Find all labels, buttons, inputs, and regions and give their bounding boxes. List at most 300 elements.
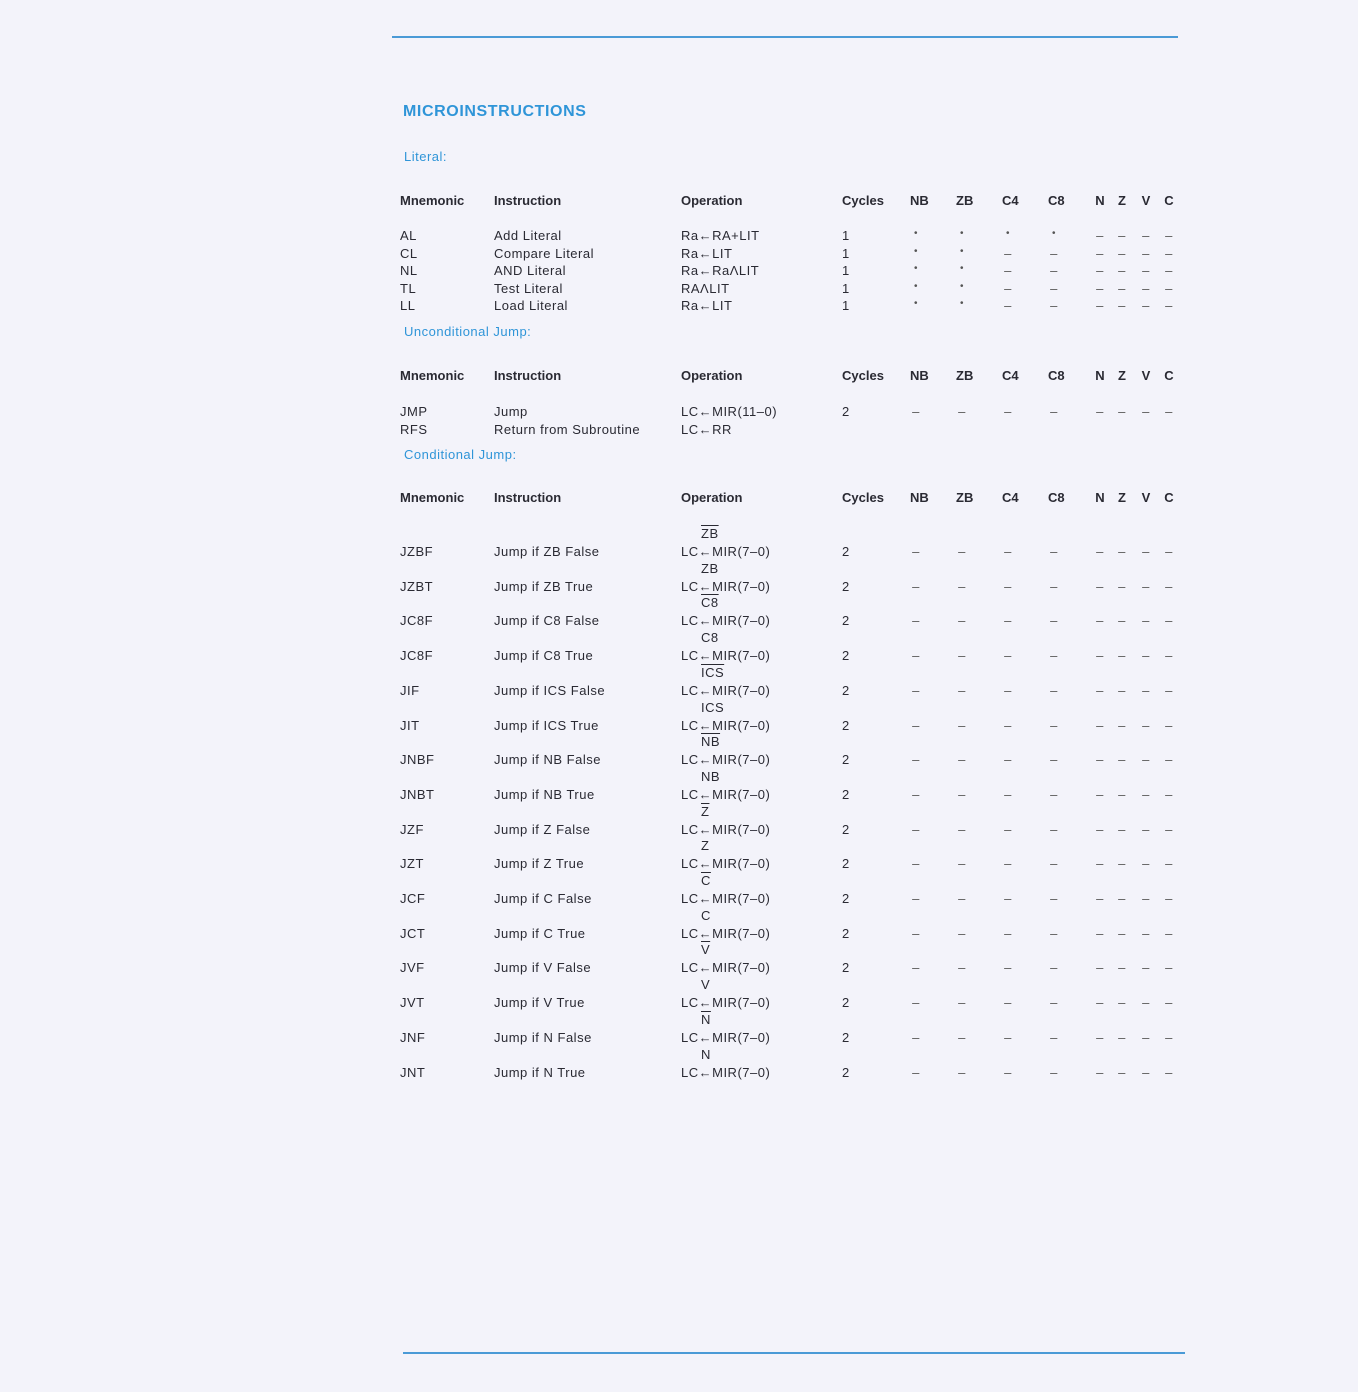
mnemonic-cell: JZBT bbox=[400, 578, 434, 594]
flag-cell: – bbox=[1165, 1029, 1173, 1045]
flag-cell: – bbox=[1004, 1064, 1012, 1080]
flag-cell: – bbox=[1142, 578, 1150, 594]
flag-cell: – bbox=[1118, 891, 1126, 906]
flag-cell: – bbox=[1096, 891, 1104, 906]
flag-cell: – bbox=[958, 404, 966, 419]
flag-cell: – bbox=[1096, 648, 1104, 664]
flag-cell: – bbox=[1050, 298, 1058, 314]
cycles-cell: 2 bbox=[842, 925, 850, 941]
flag-cell: • bbox=[959, 263, 964, 275]
flag-cell: – bbox=[1004, 245, 1012, 261]
flag-cell: – bbox=[1165, 821, 1173, 837]
flag-cell: – bbox=[912, 578, 920, 594]
instruction-cell: Jump if C8 False bbox=[494, 613, 600, 629]
flag-cell: – bbox=[1004, 648, 1012, 664]
mnemonic-cell: JVT bbox=[400, 995, 425, 1011]
condition-label: ICS bbox=[701, 699, 725, 715]
header-flag-c8: C8 bbox=[1048, 490, 1065, 505]
flag-cell: – bbox=[958, 717, 966, 733]
cycles-cell: 2 bbox=[842, 995, 850, 1011]
instruction-cell: Jump if V False bbox=[494, 960, 592, 976]
table-row bbox=[0, 822, 1358, 840]
flag-cell: • bbox=[1005, 228, 1010, 239]
table-row bbox=[0, 246, 1358, 264]
flag-cell: – bbox=[1050, 544, 1058, 559]
mnemonic-cell: JCT bbox=[400, 925, 426, 941]
flag-cell: – bbox=[1096, 960, 1104, 976]
flag-cell: – bbox=[1165, 648, 1173, 664]
header-cycles: Cycles bbox=[842, 193, 884, 208]
flag-cell: – bbox=[912, 404, 920, 419]
flag-cell: – bbox=[1004, 1029, 1012, 1045]
flag-cell: – bbox=[1142, 613, 1150, 629]
flag-cell: – bbox=[1165, 578, 1173, 594]
flag-cell: – bbox=[1142, 891, 1150, 906]
instruction-cell: Compare Literal bbox=[494, 245, 594, 261]
flag-cell: – bbox=[1142, 925, 1150, 941]
table-row bbox=[0, 960, 1358, 978]
header-flag-n: N bbox=[1095, 490, 1105, 505]
flag-cell: – bbox=[912, 856, 920, 872]
flag-cell: – bbox=[1050, 245, 1058, 261]
operation-cell: LC←MIR(7–0) bbox=[681, 856, 771, 872]
cycles-cell: 2 bbox=[842, 682, 850, 698]
flag-cell: – bbox=[1118, 245, 1126, 261]
instruction-cell: Jump if ICS False bbox=[494, 682, 606, 698]
table-row bbox=[0, 787, 1358, 805]
cycles-cell: 1 bbox=[842, 228, 850, 243]
flag-cell: – bbox=[1050, 1029, 1058, 1045]
mnemonic-cell: JCF bbox=[400, 891, 426, 906]
table-row bbox=[0, 613, 1358, 631]
flag-cell: – bbox=[1142, 1064, 1150, 1080]
instruction-cell: Test Literal bbox=[494, 280, 563, 296]
flag-cell: – bbox=[1142, 821, 1150, 837]
mnemonic-cell: JZBF bbox=[400, 544, 434, 559]
section-heading: Literal: bbox=[404, 149, 448, 164]
instruction-cell: Return from Subroutine bbox=[494, 421, 641, 437]
condition-label: C8 bbox=[701, 595, 719, 611]
instruction-cell: Jump if C8 True bbox=[494, 648, 594, 664]
header-flag-c4: C4 bbox=[1002, 490, 1019, 505]
instruction-cell: Jump if Z False bbox=[494, 821, 591, 837]
flag-cell: – bbox=[1050, 891, 1058, 906]
cycles-cell: 2 bbox=[842, 786, 850, 802]
cycles-cell: 2 bbox=[842, 717, 850, 733]
mnemonic-cell: JC8F bbox=[400, 613, 434, 629]
flag-cell: – bbox=[1050, 404, 1058, 419]
header-instruction: Instruction bbox=[494, 368, 562, 383]
header-flag-n: N bbox=[1095, 368, 1105, 383]
flag-cell: – bbox=[1165, 717, 1173, 733]
table-row bbox=[0, 544, 1358, 562]
operation-cell: LC←MIR(7–0) bbox=[681, 786, 771, 802]
operation-cell: LC←MIR(7–0) bbox=[681, 1064, 771, 1080]
flag-cell: – bbox=[912, 891, 920, 906]
flag-cell: – bbox=[1118, 648, 1126, 664]
flag-cell: – bbox=[1004, 404, 1012, 419]
flag-cell: – bbox=[1050, 263, 1058, 279]
flag-cell: – bbox=[1050, 613, 1058, 629]
flag-cell: – bbox=[1004, 856, 1012, 872]
mnemonic-cell: RFS bbox=[400, 421, 428, 437]
flag-cell: – bbox=[1118, 280, 1126, 296]
header-flag-z: Z bbox=[1118, 490, 1126, 505]
flag-cell: – bbox=[1096, 856, 1104, 872]
table-row bbox=[0, 926, 1358, 944]
operation-cell: LC←MIR(11–0) bbox=[681, 404, 778, 419]
instruction-cell: Jump if ICS True bbox=[494, 717, 599, 733]
operation-cell: LC←MIR(7–0) bbox=[681, 995, 771, 1011]
cycles-cell: 2 bbox=[842, 648, 850, 664]
table-row bbox=[0, 404, 1358, 422]
table-row bbox=[0, 752, 1358, 770]
header-flag-c: C bbox=[1164, 368, 1174, 383]
flag-cell: • bbox=[959, 298, 964, 310]
header-instruction: Instruction bbox=[494, 193, 562, 208]
flag-cell: – bbox=[1165, 925, 1173, 941]
mnemonic-cell: NL bbox=[400, 263, 418, 279]
flag-cell: – bbox=[1142, 1029, 1150, 1045]
flag-cell: – bbox=[1142, 263, 1150, 279]
flag-cell: – bbox=[1096, 280, 1104, 296]
flag-cell: – bbox=[958, 578, 966, 594]
column-header-row bbox=[0, 490, 1358, 508]
header-mnemonic: Mnemonic bbox=[400, 193, 465, 208]
header-operation: Operation bbox=[681, 193, 743, 208]
cycles-cell: 2 bbox=[842, 752, 850, 768]
flag-cell: – bbox=[1165, 544, 1173, 559]
header-flag-c: C bbox=[1164, 490, 1174, 505]
condition-label: N bbox=[701, 1046, 711, 1062]
flag-cell: – bbox=[1050, 821, 1058, 837]
header-operation: Operation bbox=[681, 490, 743, 505]
condition-label: $\overline{Z}$ bbox=[701, 803, 710, 819]
flag-cell: – bbox=[958, 821, 966, 837]
header-flag-z: Z bbox=[1118, 368, 1126, 383]
header-operation: Operation bbox=[681, 368, 743, 383]
flag-cell: – bbox=[1165, 995, 1173, 1011]
table-row bbox=[0, 995, 1358, 1013]
header-flag-c8: C8 bbox=[1048, 368, 1065, 383]
flag-cell: – bbox=[958, 682, 966, 698]
flag-cell: – bbox=[1165, 891, 1173, 906]
cycles-cell: 1 bbox=[842, 263, 850, 279]
cycles-cell: 2 bbox=[842, 613, 850, 629]
flag-cell: – bbox=[1165, 960, 1173, 976]
flag-cell: – bbox=[1142, 298, 1150, 314]
instruction-cell: Jump if NB True bbox=[494, 786, 595, 802]
flag-cell: – bbox=[1096, 578, 1104, 594]
flag-cell: – bbox=[1096, 752, 1104, 768]
flag-cell: – bbox=[1004, 995, 1012, 1011]
mnemonic-cell: JZF bbox=[400, 821, 424, 837]
flag-cell: – bbox=[1118, 263, 1126, 279]
flag-cell: – bbox=[1165, 245, 1173, 261]
flag-cell: – bbox=[1118, 578, 1126, 594]
instruction-cell: Jump if C True bbox=[494, 925, 586, 941]
flag-cell: – bbox=[1165, 280, 1173, 296]
flag-cell: – bbox=[1118, 682, 1126, 698]
header-flag-c4: C4 bbox=[1002, 193, 1019, 208]
operation-cell: LC←MIR(7–0) bbox=[681, 960, 771, 976]
flag-cell: – bbox=[1142, 752, 1150, 768]
mnemonic-cell: JNF bbox=[400, 1029, 426, 1045]
instruction-cell: Jump if V True bbox=[494, 995, 585, 1011]
flag-cell: – bbox=[958, 1064, 966, 1080]
flag-cell: – bbox=[1118, 1029, 1126, 1045]
flag-cell: – bbox=[1142, 682, 1150, 698]
operation-cell: LC←MIR(7–0) bbox=[681, 613, 771, 629]
flag-cell: – bbox=[1004, 752, 1012, 768]
operation-cell: LC←MIR(7–0) bbox=[681, 1029, 771, 1045]
header-cycles: Cycles bbox=[842, 368, 884, 383]
cycles-cell: 1 bbox=[842, 245, 850, 261]
flag-cell: – bbox=[1142, 404, 1150, 419]
flag-cell: – bbox=[1096, 1029, 1104, 1045]
condition-label: V bbox=[701, 977, 711, 993]
flag-cell: – bbox=[1118, 1064, 1126, 1080]
flag-cell: – bbox=[958, 925, 966, 941]
flag-cell: – bbox=[912, 544, 920, 559]
flag-cell: – bbox=[1118, 856, 1126, 872]
flag-cell: – bbox=[1004, 717, 1012, 733]
operation-cell: Ra←LIT bbox=[681, 298, 733, 314]
flag-cell: • bbox=[959, 245, 964, 257]
instruction-cell: Jump if ZB False bbox=[494, 544, 600, 559]
cycles-cell: 2 bbox=[842, 960, 850, 976]
mnemonic-cell: AL bbox=[400, 228, 417, 243]
flag-cell: – bbox=[1118, 995, 1126, 1011]
flag-cell: – bbox=[958, 648, 966, 664]
flag-cell: – bbox=[1096, 682, 1104, 698]
flag-cell: • bbox=[913, 263, 918, 275]
operation-cell: LC←MIR(7–0) bbox=[681, 925, 771, 941]
flag-cell: – bbox=[1096, 228, 1104, 243]
condition-label: C bbox=[701, 907, 711, 923]
flag-cell: – bbox=[912, 717, 920, 733]
flag-cell: – bbox=[1118, 544, 1126, 559]
header-flag-c8: C8 bbox=[1048, 193, 1065, 208]
condition-label: Z bbox=[701, 838, 710, 854]
condition-label: ZB bbox=[701, 560, 719, 576]
table-row bbox=[0, 579, 1358, 597]
flag-cell: – bbox=[1050, 925, 1058, 941]
flag-cell: – bbox=[1142, 228, 1150, 243]
table-row bbox=[0, 648, 1358, 666]
flag-cell: – bbox=[1050, 960, 1058, 976]
flag-cell: – bbox=[1118, 613, 1126, 629]
flag-cell: – bbox=[1096, 613, 1104, 629]
flag-cell: – bbox=[1004, 613, 1012, 629]
table-row bbox=[0, 298, 1358, 316]
mnemonic-cell: TL bbox=[400, 280, 417, 296]
operation-cell: Ra←LIT bbox=[681, 245, 733, 261]
flag-cell: – bbox=[1004, 298, 1012, 314]
flag-cell: – bbox=[1050, 648, 1058, 664]
operation-cell: LC←MIR(7–0) bbox=[681, 648, 771, 664]
flag-cell: – bbox=[1118, 752, 1126, 768]
flag-cell: – bbox=[958, 1029, 966, 1045]
flag-cell: • bbox=[1051, 228, 1056, 239]
flag-cell: – bbox=[1004, 578, 1012, 594]
operation-cell: Ra←RA+LIT bbox=[681, 228, 760, 243]
flag-cell: – bbox=[1165, 613, 1173, 629]
flag-cell: – bbox=[912, 1029, 920, 1045]
flag-cell: – bbox=[1004, 682, 1012, 698]
header-flag-v: V bbox=[1141, 368, 1151, 383]
header-flag-nb: NB bbox=[910, 490, 929, 505]
flag-cell: – bbox=[912, 752, 920, 768]
mnemonic-cell: JMP bbox=[400, 404, 428, 419]
mnemonic-cell: CL bbox=[400, 245, 418, 261]
header-instruction: Instruction bbox=[494, 490, 562, 505]
top-rule bbox=[392, 36, 1178, 38]
flag-cell: – bbox=[1096, 245, 1104, 261]
operation-cell: LC←MIR(7–0) bbox=[681, 891, 771, 906]
flag-cell: – bbox=[1142, 786, 1150, 802]
instruction-cell: Jump if ZB True bbox=[494, 578, 594, 594]
flag-cell: – bbox=[1165, 786, 1173, 802]
flag-cell: – bbox=[1165, 228, 1173, 243]
mnemonic-cell: JNT bbox=[400, 1064, 426, 1080]
flag-cell: – bbox=[1096, 298, 1104, 314]
flag-cell: – bbox=[1050, 717, 1058, 733]
header-flag-v: V bbox=[1141, 490, 1151, 505]
table-row bbox=[0, 891, 1358, 909]
header-mnemonic: Mnemonic bbox=[400, 368, 465, 383]
table-row bbox=[0, 1065, 1358, 1083]
instruction-cell: Add Literal bbox=[494, 228, 562, 243]
cycles-cell: 2 bbox=[842, 1029, 850, 1045]
flag-cell: – bbox=[1118, 228, 1126, 243]
flag-cell: – bbox=[912, 682, 920, 698]
header-flag-nb: NB bbox=[910, 193, 929, 208]
flag-cell: – bbox=[1050, 1064, 1058, 1080]
flag-cell: – bbox=[912, 925, 920, 941]
operation-cell: LC←RR bbox=[681, 421, 732, 437]
header-flag-c: C bbox=[1164, 193, 1174, 208]
flag-cell: – bbox=[1096, 544, 1104, 559]
flag-cell: – bbox=[1004, 960, 1012, 976]
section-heading: Unconditional Jump: bbox=[404, 324, 532, 339]
flag-cell: – bbox=[1004, 891, 1012, 906]
table-row bbox=[0, 228, 1358, 246]
flag-cell: – bbox=[1004, 821, 1012, 837]
flag-cell: – bbox=[1142, 544, 1150, 559]
flag-cell: – bbox=[1096, 786, 1104, 802]
flag-cell: – bbox=[1050, 995, 1058, 1011]
flag-cell: – bbox=[912, 1064, 920, 1080]
mnemonic-cell: JNBT bbox=[400, 786, 435, 802]
mnemonic-cell: JC8F bbox=[400, 648, 434, 664]
flag-cell: – bbox=[1118, 717, 1126, 733]
mnemonic-cell: JVF bbox=[400, 960, 425, 976]
flag-cell: – bbox=[1004, 786, 1012, 802]
flag-cell: – bbox=[958, 891, 966, 906]
flag-cell: – bbox=[1050, 280, 1058, 296]
flag-cell: – bbox=[1096, 717, 1104, 733]
mnemonic-cell: JZT bbox=[400, 856, 424, 872]
condition-label: $\overline{ZB}$ bbox=[701, 526, 719, 541]
flag-cell: – bbox=[1118, 404, 1126, 419]
flag-cell: – bbox=[958, 995, 966, 1011]
flag-cell: – bbox=[1096, 995, 1104, 1011]
flag-cell: – bbox=[1142, 960, 1150, 976]
cycles-cell: 1 bbox=[842, 280, 850, 296]
table-row bbox=[0, 1030, 1358, 1048]
header-mnemonic: Mnemonic bbox=[400, 490, 465, 505]
flag-cell: – bbox=[1004, 280, 1012, 296]
operation-cell: RAΛLIT bbox=[681, 280, 730, 296]
cycles-cell: 2 bbox=[842, 404, 850, 419]
instruction-cell: AND Literal bbox=[494, 263, 566, 279]
table-row bbox=[0, 422, 1358, 440]
flag-cell: – bbox=[1165, 1064, 1173, 1080]
instruction-cell: Jump if Z True bbox=[494, 856, 585, 872]
condition-label: NB bbox=[701, 768, 721, 784]
flag-cell: – bbox=[1142, 995, 1150, 1011]
cycles-cell: 2 bbox=[842, 891, 850, 906]
flag-cell: – bbox=[958, 752, 966, 768]
table-row bbox=[0, 263, 1358, 281]
flag-cell: – bbox=[958, 856, 966, 872]
instruction-cell: Jump bbox=[494, 404, 528, 419]
flag-cell: – bbox=[1118, 821, 1126, 837]
mnemonic-cell: JNBF bbox=[400, 752, 435, 768]
flag-cell: – bbox=[1118, 960, 1126, 976]
flag-cell: – bbox=[912, 821, 920, 837]
instruction-cell: Jump if N False bbox=[494, 1029, 592, 1045]
cycles-cell: 2 bbox=[842, 544, 850, 559]
flag-cell: – bbox=[1050, 786, 1058, 802]
flag-cell: – bbox=[958, 613, 966, 629]
flag-cell: – bbox=[1142, 856, 1150, 872]
flag-cell: – bbox=[912, 960, 920, 976]
flag-cell: – bbox=[1118, 925, 1126, 941]
table-row bbox=[0, 281, 1358, 299]
flag-cell: – bbox=[1050, 578, 1058, 594]
flag-cell: – bbox=[1004, 544, 1012, 559]
flag-cell: – bbox=[1142, 648, 1150, 664]
flag-cell: – bbox=[958, 544, 966, 559]
flag-cell: – bbox=[1165, 263, 1173, 279]
header-flag-n: N bbox=[1095, 193, 1105, 208]
operation-cell: LC←MIR(7–0) bbox=[681, 821, 771, 837]
flag-cell: • bbox=[959, 280, 964, 292]
header-flag-nb: NB bbox=[910, 368, 929, 383]
flag-cell: – bbox=[1096, 404, 1104, 419]
condition-label: $\overline{ICS}$ bbox=[701, 664, 725, 680]
flag-cell: – bbox=[1142, 280, 1150, 296]
operation-cell: LC←MIR(7–0) bbox=[681, 544, 771, 559]
instruction-cell: Jump if N True bbox=[494, 1064, 586, 1080]
operation-cell: Ra←RaΛLIT bbox=[681, 263, 760, 279]
cycles-cell: 2 bbox=[842, 856, 850, 872]
page-title: MICROINSTRUCTIONS bbox=[403, 103, 587, 120]
operation-cell: LC←MIR(7–0) bbox=[681, 578, 771, 594]
flag-cell: – bbox=[1096, 925, 1104, 941]
table-row bbox=[0, 856, 1358, 874]
flag-cell: • bbox=[913, 245, 918, 257]
flag-cell: – bbox=[1096, 263, 1104, 279]
flag-cell: – bbox=[912, 786, 920, 802]
flag-cell: – bbox=[1165, 682, 1173, 698]
operation-cell: LC←MIR(7–0) bbox=[681, 717, 771, 733]
condition-label: $\overline{N}$ bbox=[701, 1011, 711, 1027]
mnemonic-cell: JIT bbox=[400, 717, 420, 733]
operation-cell: LC←MIR(7–0) bbox=[681, 682, 771, 698]
